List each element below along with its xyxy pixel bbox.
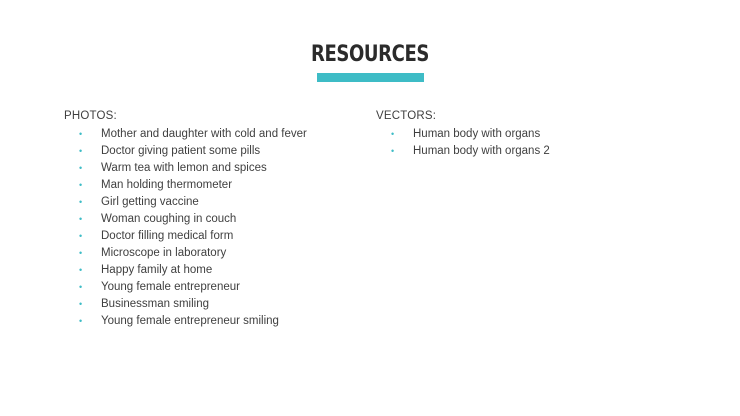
photo-item [64, 313, 307, 330]
photo-item [64, 262, 307, 279]
vectors-heading: VECTORS: [376, 110, 437, 122]
bullet-icon: • [79, 248, 83, 258]
photo-item [64, 126, 307, 143]
photos-heading: PHOTOS: [64, 110, 117, 122]
bullet-icon: • [79, 282, 83, 292]
photo-item [64, 211, 307, 228]
vector-item [376, 126, 550, 143]
page-title: RESOURCES [311, 42, 429, 67]
bullet-icon: • [79, 299, 83, 309]
photo-item [64, 143, 307, 160]
bullet-icon: • [79, 163, 83, 173]
photo-item [64, 194, 307, 211]
photos-list [64, 126, 307, 330]
photo-item-label: Doctor giving patient some pills [101, 145, 261, 157]
bullet-icon: • [391, 129, 395, 139]
vectors-column [376, 109, 550, 160]
photo-item-label: Woman coughing in couch [101, 213, 237, 225]
bullet-icon: • [79, 214, 83, 224]
photo-item-label: Young female entrepreneur smiling [101, 315, 279, 327]
bullet-icon: • [79, 180, 83, 190]
photo-item-label: Man holding thermometer [101, 179, 233, 191]
photo-item-label: Microscope in laboratory [101, 247, 227, 259]
bullet-icon: • [391, 146, 395, 156]
bullet-icon: • [79, 129, 83, 139]
photo-item [64, 245, 307, 262]
photo-item [64, 279, 307, 296]
photo-item-label: Businessman smiling [101, 298, 210, 310]
title-underline-bar [317, 73, 424, 82]
photos-column [64, 109, 307, 330]
vector-item-label: Human body with organs [413, 128, 541, 140]
photo-item [64, 296, 307, 313]
bullet-icon: • [79, 316, 83, 326]
photo-item [64, 228, 307, 245]
bullet-icon: • [79, 197, 83, 207]
vector-item [376, 143, 550, 160]
photo-item-label: Warm tea with lemon and spices [101, 162, 267, 174]
photo-item-label: Doctor filling medical form [101, 230, 234, 242]
bullet-icon: • [79, 146, 83, 156]
vector-item-label: Human body with organs 2 [413, 145, 550, 157]
bullet-icon: • [79, 265, 83, 275]
vectors-list [376, 126, 550, 160]
bullet-icon: • [79, 231, 83, 241]
photo-item-label: Young female entrepreneur [101, 281, 240, 293]
photo-item [64, 177, 307, 194]
photo-item-label: Happy family at home [101, 264, 213, 276]
photo-item-label: Girl getting vaccine [101, 196, 199, 208]
photo-item-label: Mother and daughter with cold and fever [101, 128, 307, 140]
photo-item [64, 160, 307, 177]
